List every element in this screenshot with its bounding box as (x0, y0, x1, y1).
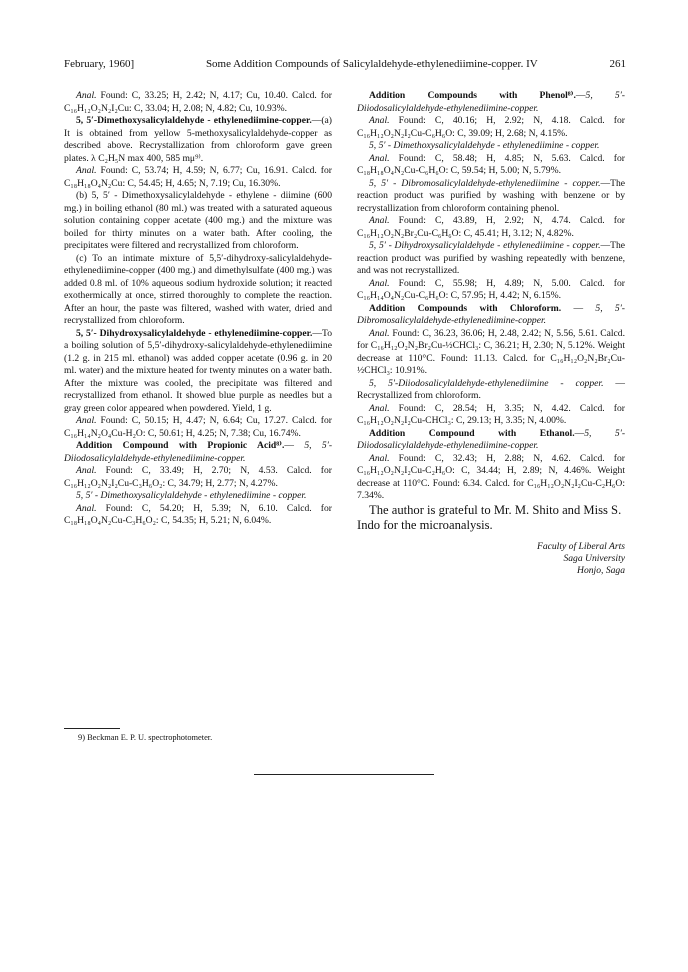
affiliation (357, 541, 625, 577)
paragraph-text: (b) 5, 5′ - Dimethoxysalicylaldehyde - ethylene - diimine (600 mg.) in boiling ethanol (80 ml.) was treated with a saturated aqueous solution containing copper acetate (400 mg.) and the mixture was boiled for thirty minutes on a water bath. After cooling, the precipitates were filtered and recrystallized from chloroform. (64, 190, 332, 251)
section-heading: Addition Compounds with Phenol⁸⁾. (369, 90, 576, 101)
end-rule (254, 774, 434, 775)
paragraph (357, 428, 625, 453)
paragraph-text: Found: C, 53.74; H, 4.59; N, 6.77; Cu, 16.91. Calcd. for C₁₈H₁₈O₄N₂Cu: C, 54.45; H, 4.65; N, 7.19; Cu, 16.30%. (64, 165, 332, 189)
paragraph-text: Found: C, 36.23, 36.06; H, 2.48, 2.42; N, 5.56, 5.61. Calcd. for C₁₆H₁₂O₂N₂Br₂Cu-½CHCl₃: C, 36.21; H, 2.30; N, 5.12%. Weight decrease at 110°C. Found: 11.13. Calcd. for C₁₆H₁₂O₂N₂Br₂Cu-½CHCl₃: 10.91%. (357, 327, 625, 376)
paragraph (357, 378, 625, 403)
paragraph (64, 90, 332, 115)
header-title: Some Addition Compounds of Salicylaldehyde-ethylenediimine-copper. IV (205, 58, 538, 70)
paragraph-text: Found: C, 54.20; H, 5.39; N, 6.10. Calcd. for C₁₈H₁₈O₄N₂Cu-C₃H₆O₂: C, 54.35; H, 5.21; N, 6.04%. (64, 502, 332, 526)
paragraph (357, 153, 625, 178)
paragraph (64, 115, 332, 165)
paragraph (357, 140, 625, 153)
paragraph-text: Found: C, 55.98; H, 4.89; N, 5.00. Calcd. for C₁₆H₁₄O₄N₂Cu-C₆H₆O: C, 57.95; H, 4.42; N, 6.15%. (357, 277, 625, 301)
right-column (357, 90, 625, 577)
paragraph (64, 490, 332, 503)
italic-lead: Anal. (369, 215, 390, 226)
paragraph (357, 403, 625, 428)
italic-lead: 5, 5′-Diiodosalicylaldehyde-ethylenediimine - copper. (369, 377, 604, 389)
affiliation-line: Faculty of Liberal Arts (536, 540, 625, 552)
paragraph (357, 240, 625, 278)
running-header (64, 58, 626, 70)
section-heading: Addition Compound with Propionic Acid⁸⁾. (76, 440, 285, 451)
paragraph-text: — (284, 440, 305, 451)
compound-name: 5, 5′-Diiodosalicylaldehyde-ethylenediimine-copper. (357, 90, 625, 114)
paragraph-text: —The reaction product was purified by washing with benzene or by recrystallization from chloroform containing phenol. (357, 177, 625, 214)
section-heading: Addition Compound with Ethanol. (369, 427, 575, 439)
left-column (64, 90, 332, 528)
affiliation-line: Saga University (563, 552, 625, 564)
paragraph (357, 215, 625, 240)
section-heading: 5, 5′-Dimethoxysalicylaldehyde - ethylenediimine-copper. (76, 115, 312, 126)
compound-name: 5, 5′-Dibromosalicylaldehyde-ethylenediimine-copper. (357, 302, 626, 326)
italic-lead: Anal. (76, 502, 97, 514)
paragraph-text: — (561, 302, 596, 314)
paragraph-text: Found: C, 43.89, H, 2.92; N, 4.74. Calcd. for C₁₆H₁₂O₂N₂Br₂Cu-C₆H₆O: C, 45.41; H, 3.12; N, 4.82%. (357, 215, 625, 239)
paragraph (64, 440, 332, 465)
right-column-body (357, 90, 625, 503)
paragraph (357, 328, 625, 378)
paragraph-text: —The reaction product was purified by washing repeatedly with benzene, and was not recrystallized. (357, 240, 625, 276)
footnote: 9) Beckman E. P. U. spectrophotometer. (78, 733, 213, 742)
italic-lead: 5, 5′ - Dibromosalicylaldehyde-ethylenediimine - copper. (369, 177, 601, 189)
footnote-rule (64, 728, 120, 729)
paragraph (64, 503, 332, 528)
paragraph (64, 165, 332, 190)
paragraph (64, 190, 332, 253)
italic-lead: Anal. (369, 402, 390, 414)
paragraph-text: — (575, 90, 586, 101)
paragraph-text: Found: C, 28.54; H, 3.35; N, 4.42. Calcd. for C₁₆H₁₂O₂N₂I₂Cu-CHCl₃: C, 29.13; H, 3.35; N, 4.00%. (357, 402, 625, 426)
paragraph (64, 253, 332, 328)
paragraph (64, 328, 332, 416)
acknowledgement: The author is grateful to Mr. M. Shito and Miss S. Indo for the microanalysis. (357, 502, 622, 532)
italic-lead: Anal. (76, 465, 97, 476)
italic-lead: 5, 5′ - Dimethoxysalicylaldehyde - ethylenediimine - copper. (76, 490, 307, 501)
paragraph-text: Found: C, 33.49; H, 2.70; N, 4.53. Calcd. for C₁₆H₁₂O₂N₂I₂Cu-C₃H₆O₂: C, 34.79; H, 2.77; N, 4.27%. (64, 465, 332, 489)
italic-lead: Anal. (76, 90, 97, 101)
paragraph (357, 453, 625, 503)
paragraph-text: Found: C, 40.16; H, 2.92; N, 4.18. Calcd. for C₁₆H₁₂O₂N₂I₂Cu-C₆H₆O: C, 39.09; H, 2.68; N, 4.15%. (357, 115, 625, 139)
paragraph-text: Found: C, 32.43; H, 2.88; N, 4.62. Calcd. for C₁₆H₁₂O₂N₂I₂Cu-C₂H₆O: C, 34.44; H, 2.89; N, 4.46%. Weight decrease at 110°C. Found: 6.34. Calcd. for C₁₆H₁₂O₂N₂I₂Cu-C₂H₆O: 7.34%. (357, 452, 625, 501)
italic-lead: Anal. (369, 452, 390, 464)
italic-lead: Anal. (369, 277, 390, 289)
paragraph (64, 415, 332, 440)
header-date: February, 1960] (64, 58, 135, 70)
paragraph (357, 178, 625, 216)
paragraph (357, 278, 625, 303)
paragraph-text: —Recrystallized from chloroform. (357, 377, 625, 401)
paragraph-text: —(a) It is obtained from yellow 5-methoxysalicylaldehyde-copper as described above. Recrystallization from chloroform gave green plates. λ C₂H₅N max 400, 585 mμ⁹⁾. (64, 115, 332, 164)
compound-name: 5, 5′-Diiodosalicylaldehyde-ethylenediimine-copper. (64, 440, 333, 464)
section-heading: 5, 5′- Dihydroxysalicylaldehyde - ethylenediimine-copper. (76, 327, 313, 339)
paragraph-text: Found: C, 58.48; H, 4.85; N, 5.63. Calcd. for C₁₈H₁₈O₄N₂Cu-C₆H₆O: C, 59.54; H, 5.00; N, 5.79%. (357, 152, 625, 176)
paragraph-text: Found: C, 33.25; H, 2.42; N, 4.17; Cu, 10.40. Calcd. for C₁₆H₁₂O₂N₂I₂Cu: C, 33.04; H, 2.08; N, 4.82; Cu, 10.93%. (64, 90, 332, 114)
affiliation-line: Honjo, Saga (577, 564, 625, 576)
paragraph (357, 115, 625, 140)
paragraph (357, 90, 625, 115)
italic-lead: Anal. (369, 327, 390, 339)
italic-lead: 5, 5′ - Dihydroxysalicylaldehyde - ethylenediimine - copper. (369, 240, 601, 251)
italic-lead: 5, 5′ - Dimethoxysalicylaldehyde - ethylenediimine - copper. (369, 140, 600, 151)
compound-name: 5, 5′-Diiodosalicylaldehyde-ethylenediimine-copper. (357, 427, 626, 451)
page-number: 261 (609, 58, 626, 70)
italic-lead: Anal. (369, 152, 390, 164)
italic-lead: Anal. (76, 415, 97, 426)
paragraph (64, 465, 332, 490)
italic-lead: Anal. (76, 165, 97, 176)
paragraph-text: (c) To an intimate mixture of 5,5′-dihydroxy-salicylaldehyde-ethylenediimine-copper (400 mg.) and dimethylsulfate (400 mg.) was added 0.8 ml. of 10% aqueous sodium hydroxide solution; it reacted exothermically at once, stirred thoroughly to complete the reaction. After an hour, the paste was filtered, washed with water, dried and recrystallized from chloroform. (64, 252, 332, 326)
paragraph-text: —To a boiling solution of 5,5′-dihydroxy-salicylaldehyde-ethylenediimine (1.2 g. in 215 ml. ethanol) was added copper acetate (0.96 g. in 20 ml. water) and the mixture heated for twenty minutes on a water bath. After the mixture was cooled, the precipitate was filtered and recrystallized from ethanol. It showed blue purple as needles but a gray green color appeared when powdered. Yield, 1 g. (64, 327, 333, 414)
paragraph (357, 303, 625, 328)
paragraph-text: — (574, 427, 585, 439)
section-heading: Addition Compounds with Chloroform. (369, 302, 562, 314)
italic-lead: Anal. (369, 115, 390, 126)
paragraph-text: Found: C, 50.15; H, 4.47; N, 6.64; Cu, 17.27. Calcd. for C₁₆H₁₄N₂O₄Cu-H₂O: C, 50.61; H, 4.25; N, 7.38; Cu, 16.74%. (64, 415, 332, 439)
